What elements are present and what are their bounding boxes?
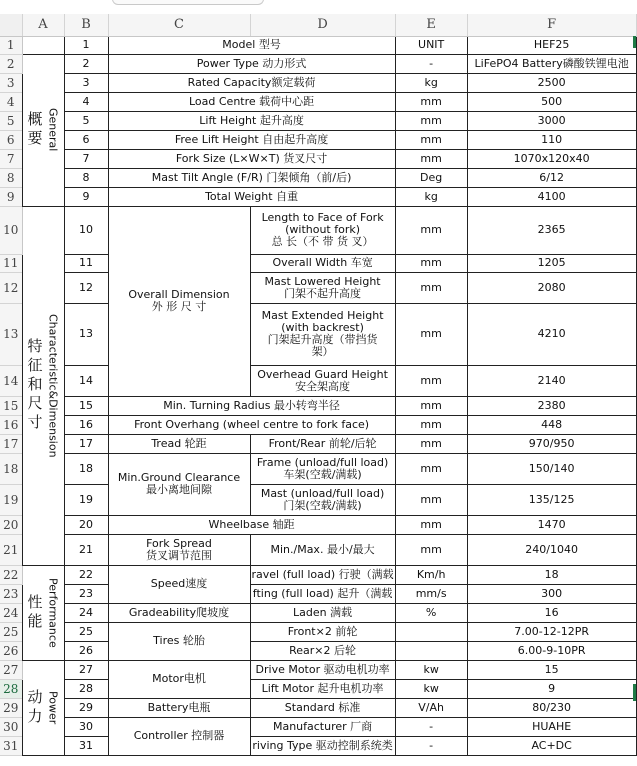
row-header[interactable]: 14 (0, 365, 22, 396)
cell-fork-spread[interactable]: Fork Spread 货叉调节范围 (108, 534, 250, 565)
column-header-e[interactable]: E (395, 14, 467, 36)
row-header-selected[interactable]: 28 (0, 679, 22, 698)
cell-value[interactable]: 500 (467, 92, 636, 111)
cell-label[interactable]: Battery电瓶 (108, 698, 250, 717)
cell-value[interactable]: 7.00-12-12PR (467, 622, 636, 641)
cell-no[interactable]: 13 (64, 303, 108, 365)
table-row (0, 641, 636, 660)
cell-item[interactable]: Drive Motor 驱动电机功率 (250, 660, 395, 679)
cell-item[interactable]: Front×2 前轮 (250, 622, 395, 641)
cell-value[interactable]: 4100 (467, 187, 636, 206)
row-header[interactable]: 18 (0, 453, 22, 484)
cell-value[interactable]: 135/125 (467, 484, 636, 515)
cell-unit[interactable]: mm (395, 434, 467, 453)
cell-value[interactable]: HEF25 (467, 36, 636, 54)
table-row (0, 396, 636, 415)
table-row (0, 698, 636, 717)
table-row (0, 254, 636, 272)
cell-item[interactable]: Overhead Guard Height 安全架高度 (250, 365, 395, 396)
table-row (0, 272, 636, 303)
cell-item[interactable]: Min./Max. 最小/最大 (250, 534, 395, 565)
cell-value[interactable]: LiFePO4 Battery磷酸铁锂电池 (467, 54, 636, 73)
cell-value[interactable]: 1070x120x40 (467, 149, 636, 168)
cell-no[interactable]: 20 (64, 515, 108, 534)
cell-no[interactable]: 19 (64, 484, 108, 515)
cell-controller[interactable]: Controller 控制器 (108, 717, 250, 755)
table-row (0, 111, 636, 130)
row-header[interactable]: 11 (0, 254, 22, 272)
cell-a[interactable] (22, 36, 64, 54)
cell-no[interactable]: 28 (64, 679, 108, 698)
cell-no[interactable]: 29 (64, 698, 108, 717)
table-row (0, 149, 636, 168)
cell-no[interactable]: 22 (64, 565, 108, 584)
cell-no[interactable]: 1 (64, 36, 108, 54)
table-row (0, 534, 636, 565)
cell-value[interactable]: 9 (467, 679, 636, 698)
cell-item[interactable]: Model 型号 (108, 36, 395, 54)
cell-tires[interactable]: Tires 轮胎 (108, 622, 250, 660)
group-characteristic[interactable]: 特征和尺寸 Characteristic&Dimension (22, 206, 64, 565)
table-row (0, 303, 636, 365)
cell-unit[interactable]: mm (395, 365, 467, 396)
cell-no[interactable]: 17 (64, 434, 108, 453)
cell-item[interactable]: Mast Lowered Height 门架不起升高度 (250, 272, 395, 303)
row-header[interactable]: 25 (0, 622, 22, 641)
table-row (0, 434, 636, 453)
column-header-c[interactable]: C (108, 14, 250, 36)
cell-unit[interactable]: mm (395, 453, 467, 484)
cell-item[interactable]: Laden 满载 (250, 603, 395, 622)
column-header-row (0, 14, 636, 36)
cell-unit[interactable]: mm (395, 111, 467, 130)
cell-no[interactable]: 5 (64, 111, 108, 130)
row-header[interactable]: 9 (0, 187, 22, 206)
row-header[interactable]: 1 (0, 36, 22, 54)
cell-no[interactable]: 18 (64, 453, 108, 484)
row-header[interactable]: 29 (0, 698, 22, 717)
table-row (0, 603, 636, 622)
table-row (0, 73, 636, 92)
row-header[interactable]: 22 (0, 565, 22, 584)
table-row (0, 36, 636, 54)
group-power[interactable]: 动力 Power (22, 660, 64, 755)
cell-value[interactable]: 2140 (467, 365, 636, 396)
column-header-d[interactable]: D (250, 14, 395, 36)
cell-no[interactable]: 16 (64, 415, 108, 434)
row-header[interactable]: 30 (0, 717, 22, 736)
table-row (0, 565, 636, 584)
cell-unit[interactable] (395, 641, 467, 660)
cell-unit[interactable]: % (395, 603, 467, 622)
cell-item[interactable]: Fork Size (L×W×T) 货叉尺寸 (108, 149, 395, 168)
selection-edge-marker (633, 684, 636, 701)
cell-unit[interactable]: kg (395, 187, 467, 206)
cell-unit[interactable] (395, 622, 467, 641)
cell-no[interactable]: 4 (64, 92, 108, 111)
row-header[interactable]: 3 (0, 73, 22, 92)
cell-unit[interactable]: mm (395, 149, 467, 168)
cell-unit[interactable]: Deg (395, 168, 467, 187)
cell-no[interactable]: 10 (64, 206, 108, 254)
cell-value[interactable]: 2080 (467, 272, 636, 303)
cell-label[interactable]: Tread 轮距 (108, 434, 250, 453)
cell-no[interactable]: 8 (64, 168, 108, 187)
row-header[interactable]: 6 (0, 130, 22, 149)
cell-item[interactable]: fting (full load) 起升（满载 (250, 584, 395, 603)
cell-no[interactable]: 21 (64, 534, 108, 565)
cell-no[interactable]: 25 (64, 622, 108, 641)
cell-unit[interactable]: mm (395, 515, 467, 534)
row-header[interactable]: 19 (0, 484, 22, 515)
cell-item[interactable]: Free Lift Height 自由起升高度 (108, 130, 395, 149)
table-row (0, 484, 636, 515)
cell-unit[interactable]: kw (395, 660, 467, 679)
row-header[interactable]: 2 (0, 54, 22, 73)
cell-unit[interactable]: - (395, 736, 467, 755)
row-header[interactable]: 20 (0, 515, 22, 534)
cell-value[interactable]: 16 (467, 603, 636, 622)
table-row (0, 717, 636, 736)
cell-value[interactable]: 18 (467, 565, 636, 584)
column-header-b[interactable]: B (64, 14, 108, 36)
cell-value[interactable]: 970/950 (467, 434, 636, 453)
cell-unit[interactable]: mm (395, 303, 467, 365)
cell-unit[interactable]: mm (395, 272, 467, 303)
cell-item[interactable]: riving Type 驱动控制系统类 (250, 736, 395, 755)
cell-unit[interactable]: Km/h (395, 565, 467, 584)
cell-value[interactable]: 240/1040 (467, 534, 636, 565)
cell-speed[interactable]: Speed速度 (108, 565, 250, 603)
row-header[interactable]: 15 (0, 396, 22, 415)
table-row (0, 736, 636, 755)
table-row (0, 365, 636, 396)
cell-value[interactable]: 150/140 (467, 453, 636, 484)
cell-no[interactable]: 14 (64, 365, 108, 396)
row-header[interactable]: 27 (0, 660, 22, 679)
table-row (0, 679, 636, 698)
spec-sheet-grid (0, 14, 637, 756)
toolbar-strip (0, 0, 637, 14)
row-header[interactable]: 12 (0, 272, 22, 303)
cell-no[interactable]: 24 (64, 603, 108, 622)
cell-unit[interactable]: mm (395, 206, 467, 254)
cell-unit[interactable]: - (395, 54, 467, 73)
cell-item[interactable]: Total Weight 自重 (108, 187, 395, 206)
cell-value[interactable]: 300 (467, 584, 636, 603)
cell-value[interactable]: 2365 (467, 206, 636, 254)
sheet-tab[interactable] (112, 0, 264, 5)
cell-unit[interactable]: mm/s (395, 584, 467, 603)
cell-value[interactable]: 1205 (467, 254, 636, 272)
table-row (0, 622, 636, 641)
cell-value[interactable]: 2500 (467, 73, 636, 92)
cell-unit[interactable]: mm (395, 396, 467, 415)
row-header[interactable]: 21 (0, 534, 22, 565)
cell-item[interactable]: Manufacturer 厂商 (250, 717, 395, 736)
cell-value[interactable]: 4210 (467, 303, 636, 365)
row-header[interactable]: 26 (0, 641, 22, 660)
cell-value[interactable]: 1470 (467, 515, 636, 534)
cell-no[interactable]: 6 (64, 130, 108, 149)
cell-item[interactable]: Mast (unload/full load) 门架(空载/满载) (250, 484, 395, 515)
cell-no[interactable]: 12 (64, 272, 108, 303)
cell-item[interactable]: Rated Capacity额定载荷 (108, 73, 395, 92)
table-row (0, 206, 636, 254)
table-row (0, 415, 636, 434)
cell-unit[interactable]: V/Ah (395, 698, 467, 717)
cell-item[interactable]: Front Overhang (wheel centre to fork face) (108, 415, 395, 434)
row-header[interactable]: 4 (0, 92, 22, 111)
cell-item[interactable]: Wheelbase 轴距 (108, 515, 395, 534)
cell-overall-dimension[interactable]: Overall Dimension 外 形 尺 寸 (108, 206, 250, 396)
cell-no[interactable]: 7 (64, 149, 108, 168)
cell-no[interactable]: 15 (64, 396, 108, 415)
row-header[interactable]: 13 (0, 303, 22, 365)
cell-no[interactable]: 11 (64, 254, 108, 272)
cell-no[interactable]: 2 (64, 54, 108, 73)
cell-min-ground-clearance[interactable]: Min.Ground Clearance 最小离地间隙 (108, 453, 250, 515)
cell-item[interactable]: Mast Tilt Angle (F/R) 门架倾角（前/后) (108, 168, 395, 187)
group-performance[interactable]: 性能 Performance (22, 565, 64, 660)
cell-value[interactable]: 3000 (467, 111, 636, 130)
table-row (0, 54, 636, 73)
cell-item[interactable]: Rear×2 后轮 (250, 641, 395, 660)
cell-value[interactable]: 80/230 (467, 698, 636, 717)
cell-item[interactable]: Frame (unload/full load) 车架(空载/满载) (250, 453, 395, 484)
cell-item[interactable]: Standard 标准 (250, 698, 395, 717)
cell-item[interactable]: Overall Width 车宽 (250, 254, 395, 272)
table-row (0, 584, 636, 603)
cell-unit[interactable]: mm (395, 254, 467, 272)
cell-no[interactable]: 26 (64, 641, 108, 660)
table-row (0, 187, 636, 206)
row-header[interactable]: 24 (0, 603, 22, 622)
cell-no[interactable]: 3 (64, 73, 108, 92)
row-header[interactable]: 31 (0, 736, 22, 755)
cell-item[interactable]: Lift Motor 起升电机功率 (250, 679, 395, 698)
cell-unit[interactable]: UNIT (395, 36, 467, 54)
cell-value[interactable]: 448 (467, 415, 636, 434)
cell-no[interactable]: 27 (64, 660, 108, 679)
cell-item[interactable]: Lift Height 起升高度 (108, 111, 395, 130)
cell-item[interactable]: Length to Face of Fork (without fork) 总 长（不 带 货 叉） (250, 206, 395, 254)
column-header-a[interactable]: A (22, 14, 64, 36)
cell-unit[interactable]: mm (395, 130, 467, 149)
cell-unit[interactable]: mm (395, 415, 467, 434)
table-row (0, 515, 636, 534)
cell-value[interactable]: 6/12 (467, 168, 636, 187)
cell-unit[interactable]: mm (395, 484, 467, 515)
table-row (0, 130, 636, 149)
cell-unit[interactable]: mm (395, 534, 467, 565)
row-header[interactable]: 8 (0, 168, 22, 187)
cell-unit[interactable]: kg (395, 73, 467, 92)
table-row (0, 168, 636, 187)
cell-value[interactable]: 2380 (467, 396, 636, 415)
cell-no[interactable]: 31 (64, 736, 108, 755)
cell-unit[interactable]: mm (395, 92, 467, 111)
select-all-corner[interactable] (0, 14, 22, 36)
cell-value[interactable]: 6.00-9-10PR (467, 641, 636, 660)
cell-no[interactable]: 9 (64, 187, 108, 206)
cell-unit[interactable]: - (395, 717, 467, 736)
selection-edge-marker (633, 36, 636, 48)
cell-value[interactable]: 110 (467, 130, 636, 149)
cell-value[interactable]: 15 (467, 660, 636, 679)
cell-no[interactable]: 30 (64, 717, 108, 736)
cell-item[interactable]: Power Type 动力形式 (108, 54, 395, 73)
cell-label[interactable]: Gradeability爬坡度 (108, 603, 250, 622)
cell-item[interactable]: Load Centre 载荷中心距 (108, 92, 395, 111)
column-header-f[interactable]: F (467, 14, 636, 36)
table-row (0, 92, 636, 111)
group-general[interactable]: 概要 General (22, 54, 64, 206)
row-header[interactable]: 16 (0, 415, 22, 434)
table-row (0, 453, 636, 484)
row-header[interactable]: 7 (0, 149, 22, 168)
cell-item[interactable]: ravel (full load) 行驶（满载 (250, 565, 395, 584)
cell-no[interactable]: 23 (64, 584, 108, 603)
row-header[interactable]: 10 (0, 206, 22, 254)
cell-unit[interactable]: kw (395, 679, 467, 698)
cell-item[interactable]: Mast Extended Height (with backrest) 门架起升高度（带挡货 架） (250, 303, 395, 365)
table-row (0, 660, 636, 679)
row-header[interactable]: 23 (0, 584, 22, 603)
cell-value[interactable]: AC+DC (467, 736, 636, 755)
row-header[interactable]: 17 (0, 434, 22, 453)
cell-motor[interactable]: Motor电机 (108, 660, 250, 698)
cell-item[interactable]: Front/Rear 前轮/后轮 (250, 434, 395, 453)
row-header[interactable]: 5 (0, 111, 22, 130)
cell-item[interactable]: Min. Turning Radius 最小转弯半径 (108, 396, 395, 415)
cell-value[interactable]: HUAHE (467, 717, 636, 736)
